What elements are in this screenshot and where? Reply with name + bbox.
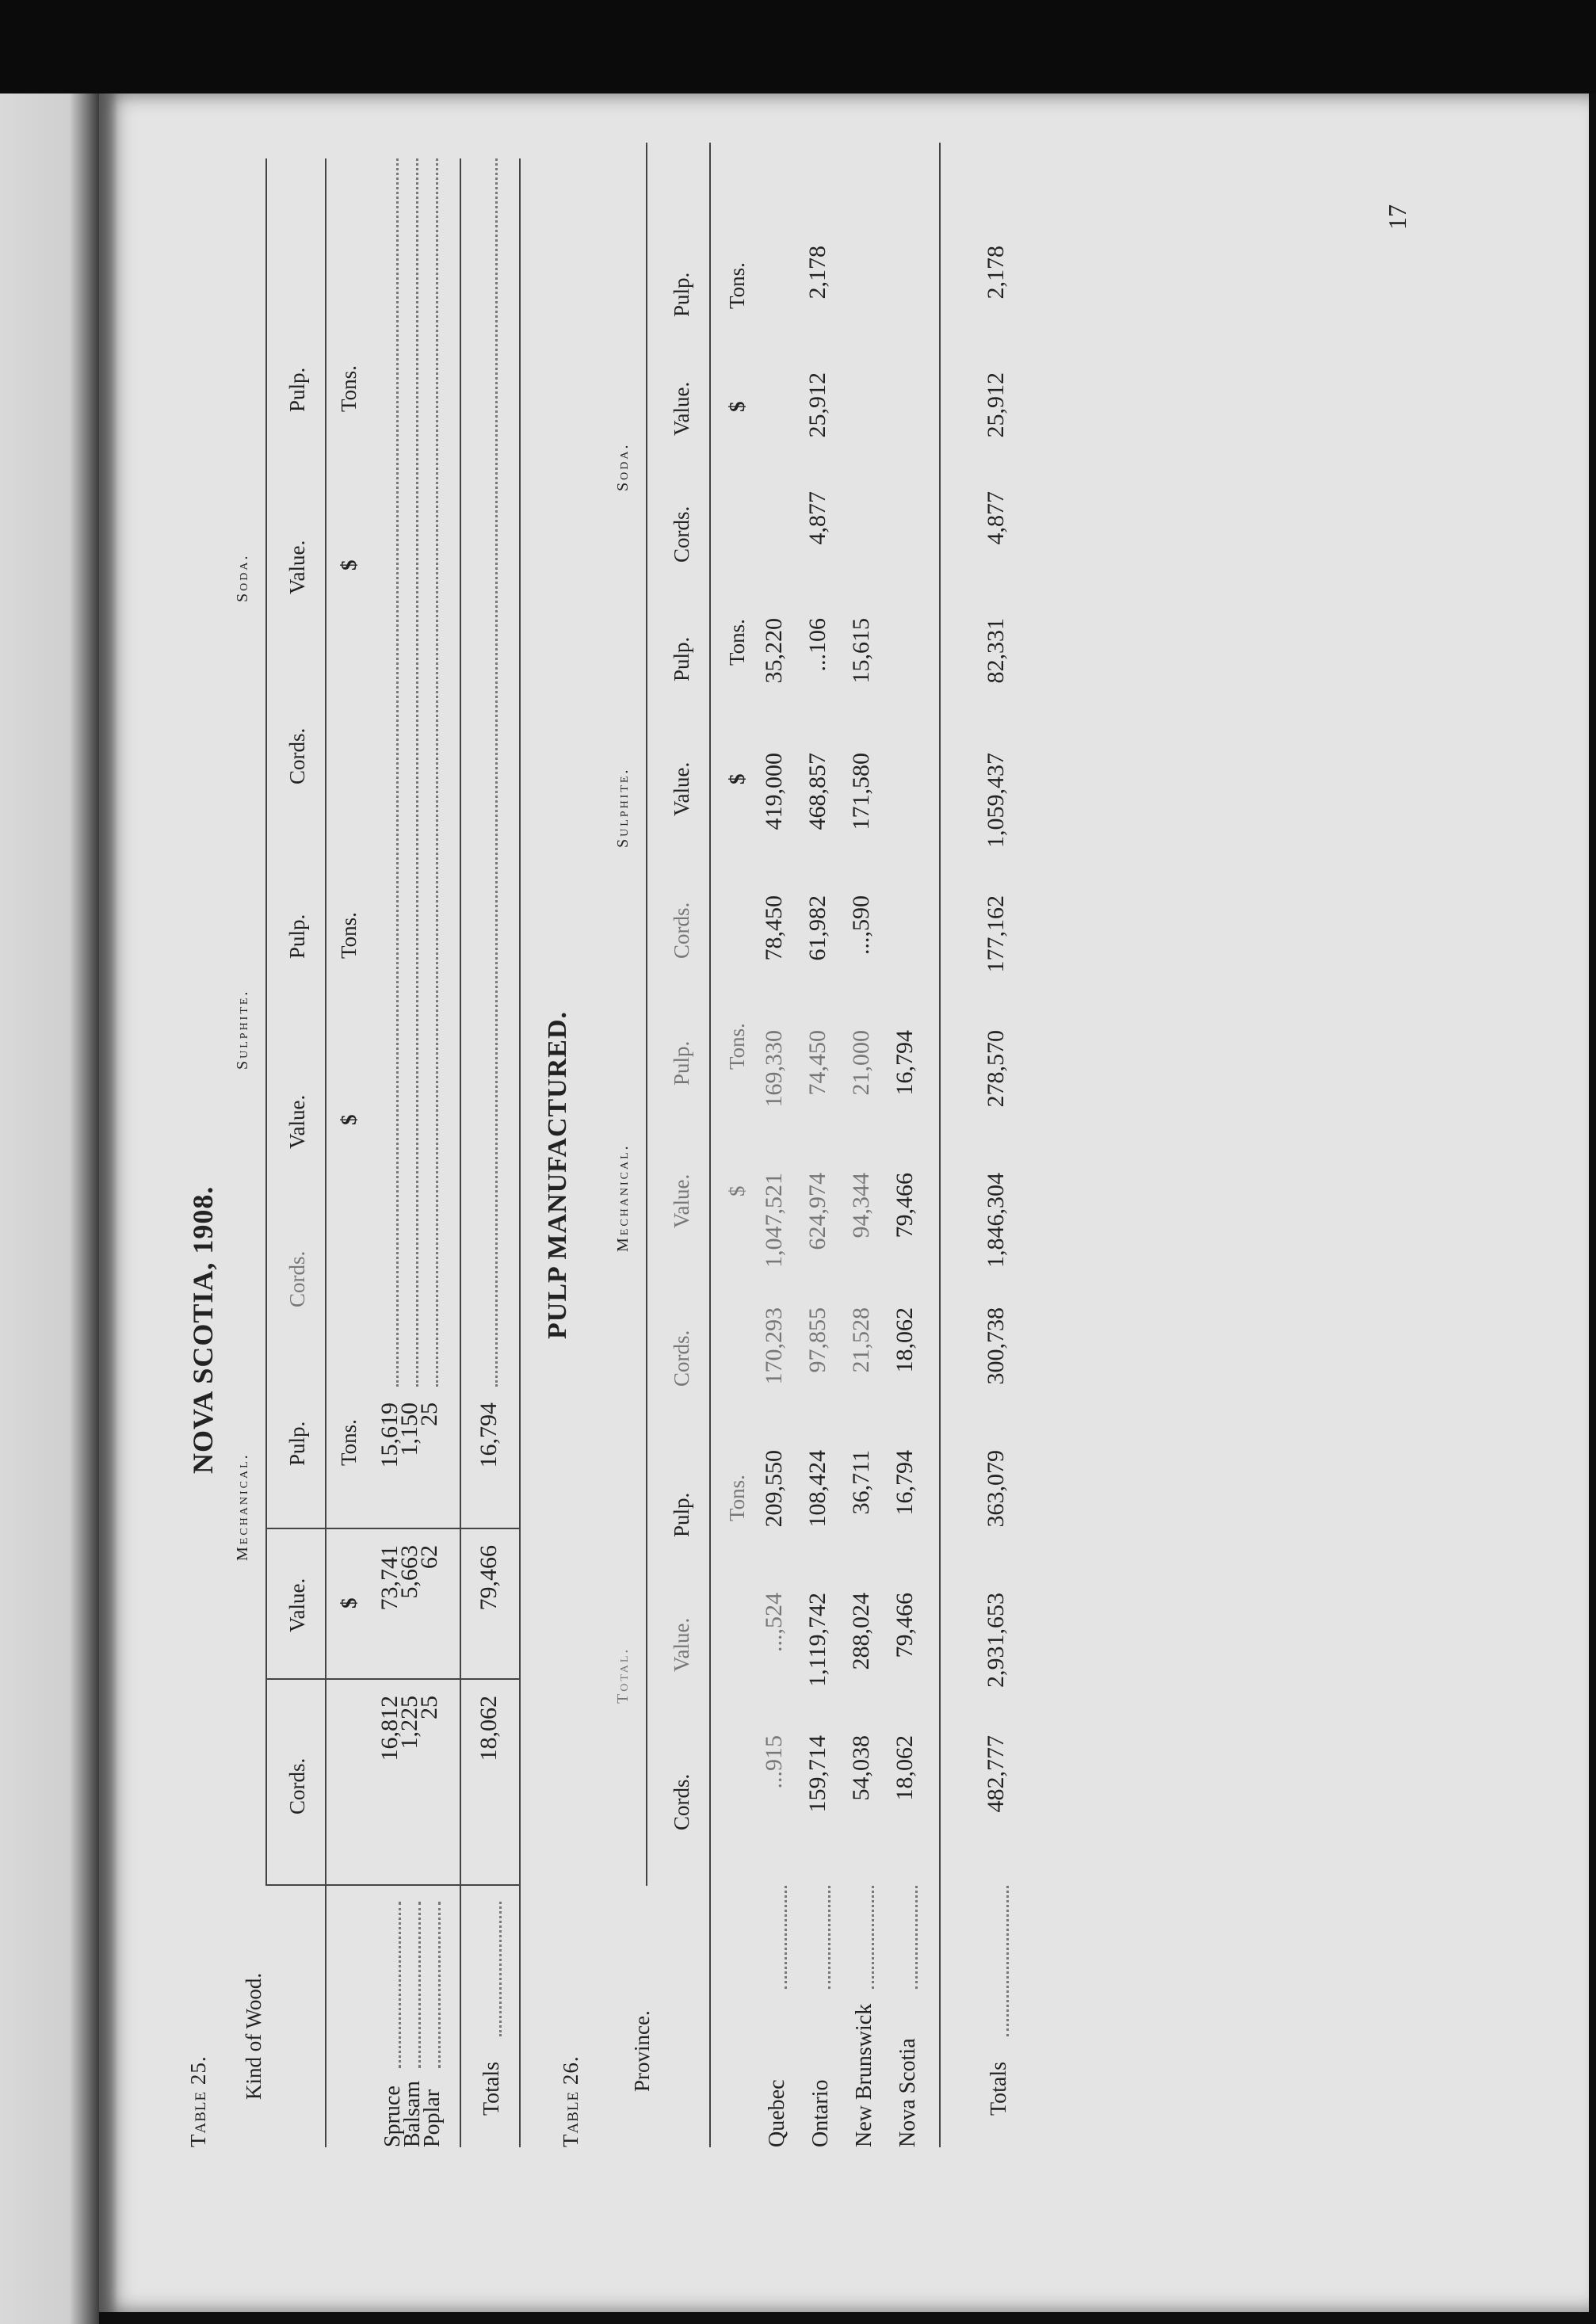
- leader-dots: [399, 1902, 401, 2068]
- t26-cell: 25,912: [804, 372, 830, 438]
- binding-shadow: [99, 93, 118, 2312]
- t26-cell: 74,450: [804, 1030, 830, 1096]
- t25-vrule: [265, 1884, 519, 1886]
- t26-unit: Tons.: [725, 619, 749, 666]
- t25-cell: 16,812: [376, 1696, 403, 1761]
- t26-h: Value.: [670, 761, 693, 816]
- t25-cell: 25: [416, 1402, 442, 1426]
- t26-h: Pulp.: [670, 1492, 693, 1537]
- t26-h: Cords.: [670, 902, 693, 959]
- t26-cell: 468,857: [804, 753, 830, 830]
- t26-cell: 78,450: [761, 895, 787, 961]
- leader-dots: [438, 1902, 441, 2068]
- table26-header-rule: [646, 143, 647, 1886]
- t26-total-cell: 482,777: [983, 1735, 1009, 1813]
- table26-totals-rule: [939, 143, 941, 2147]
- t26-unit: $: [725, 401, 749, 412]
- t26-total-cell: 300,738: [983, 1307, 1009, 1385]
- t26-cell: 171,580: [848, 753, 874, 830]
- t25-cell: 15,619: [376, 1402, 403, 1468]
- t26-cell: 18,062: [892, 1307, 918, 1373]
- t25-unit-6: Tons.: [337, 365, 361, 412]
- t26-cell: ...915: [761, 1735, 787, 1789]
- t26-h: Cords.: [670, 1330, 693, 1387]
- t26-cell: 169,330: [761, 1030, 787, 1108]
- t26-total-cell: 25,912: [983, 372, 1009, 438]
- t25-unit-5: $: [337, 559, 361, 571]
- t26-h: Pulp.: [670, 272, 693, 317]
- t25-unit-2: Tons.: [337, 1419, 361, 1466]
- leader-dots: [872, 1886, 874, 1989]
- t26-unit: $: [725, 773, 749, 784]
- t26-total-cell: 278,570: [983, 1030, 1009, 1108]
- t26-unit: Tons.: [725, 1023, 749, 1070]
- t26-unit: Tons.: [725, 1475, 749, 1521]
- t26-cell: 18,062: [892, 1735, 918, 1801]
- t26-group-sulphite: Sulphite.: [614, 767, 632, 848]
- table26-subheader-rule: [709, 143, 711, 2147]
- table25-group-soda: Soda.: [234, 553, 251, 602]
- t26-unit: $: [725, 1185, 749, 1196]
- t26-cell: 21,000: [848, 1030, 874, 1096]
- t26-row-label: Ontario: [808, 2079, 833, 2147]
- t26-cell: 624,974: [804, 1173, 830, 1250]
- t26-row-label: New Brunswick: [852, 2003, 876, 2147]
- table25-bottom-rule: [519, 158, 521, 2147]
- t25-cell: 25: [416, 1696, 442, 1719]
- t26-group-mechanical: Mechanical.: [614, 1143, 632, 1252]
- t26-h: Value.: [670, 1173, 693, 1228]
- t26-cell: 61,982: [804, 895, 830, 961]
- t26-cell: 170,293: [761, 1307, 787, 1385]
- t25-row-label: Balsam: [400, 2081, 425, 2147]
- t26-cell: 2,178: [804, 246, 830, 300]
- table25-group-mechanical: Mechanical.: [234, 1452, 251, 1561]
- table25-group-sulphite: Sulphite.: [234, 989, 251, 1070]
- table25-label: Table 25.: [186, 2055, 210, 2147]
- t26-h: Cords.: [670, 1773, 693, 1830]
- t26-total-cell: 2,931,653: [983, 1593, 1009, 1688]
- t26-h: Pulp.: [670, 636, 693, 681]
- leader-dots: [1006, 1886, 1009, 2036]
- t26-group-soda: Soda.: [614, 442, 632, 491]
- t25-h-value1: Value.: [285, 1578, 309, 1632]
- table25-totals-rule: [460, 158, 461, 2147]
- t26-cell: 21,528: [848, 1307, 874, 1373]
- t26-cell: 16,794: [892, 1450, 918, 1516]
- leader-dots: [396, 158, 399, 1387]
- t26-total-cell: 1,846,304: [983, 1173, 1009, 1268]
- t25-row-label: Spruce: [380, 2085, 405, 2147]
- t26-cell: 419,000: [761, 753, 787, 830]
- table25-header-rule: [265, 158, 267, 1886]
- t26-cell: ...,590: [848, 895, 874, 955]
- t26-cell: 209,550: [761, 1450, 787, 1528]
- t26-cell: 94,344: [848, 1173, 874, 1238]
- t25-h-pulp3: Pulp.: [285, 367, 309, 412]
- t25-h-cords1: Cords.: [285, 1757, 309, 1815]
- t26-total-cell: 82,331: [983, 618, 1009, 684]
- t26-h: Value.: [670, 381, 693, 436]
- t26-cell: ...,524: [761, 1593, 787, 1652]
- t26-totals-label: Totals: [987, 2061, 1011, 2116]
- t25-total-cords: 18,062: [475, 1696, 502, 1761]
- t25-cell: 1,150: [396, 1402, 422, 1456]
- t26-cell: 1,047,521: [761, 1173, 787, 1268]
- t26-unit: Tons.: [725, 262, 749, 309]
- t25-unit-4: Tons.: [337, 912, 361, 959]
- t26-cell: 4,877: [804, 491, 830, 545]
- t26-row-label: Nova Scotia: [895, 2038, 920, 2147]
- t25-h-pulp1: Pulp.: [285, 1421, 309, 1466]
- t25-h-cords2: Cords.: [285, 1250, 309, 1307]
- t25-total-pulp: 16,794: [475, 1402, 502, 1468]
- t26-h: Pulp.: [670, 1040, 693, 1086]
- t26-total-cell: 177,162: [983, 895, 1009, 973]
- t26-total-cell: 1,059,437: [983, 753, 1009, 848]
- t26-cell: 15,615: [848, 618, 874, 684]
- t26-cell: 35,220: [761, 618, 787, 684]
- facing-page-edge: [0, 93, 99, 2324]
- t26-cell: 159,714: [804, 1735, 830, 1813]
- leader-dots: [499, 1902, 502, 2036]
- t26-cell: 97,855: [804, 1307, 830, 1373]
- t26-total-cell: 4,877: [983, 491, 1009, 545]
- t26-cell: 79,466: [892, 1173, 918, 1238]
- leader-dots: [495, 158, 498, 1387]
- t25-unit-3: $: [337, 1114, 361, 1125]
- t26-total-cell: 363,079: [983, 1450, 1009, 1528]
- leader-dots: [915, 1886, 918, 1989]
- t26-total-cell: 2,178: [983, 246, 1009, 300]
- t26-cell: 16,794: [892, 1030, 918, 1096]
- t26-cell: 108,424: [804, 1450, 830, 1528]
- t26-cell: 1,119,742: [804, 1593, 830, 1687]
- leader-dots: [828, 1886, 830, 1989]
- t25-total-value: 79,466: [475, 1545, 502, 1611]
- t26-cell: ...106: [804, 618, 830, 672]
- t25-h-value3: Value.: [285, 540, 309, 594]
- t25-unit-1: $: [337, 1597, 361, 1608]
- page-title: NOVA SCOTIA, 1908.: [187, 1185, 219, 1474]
- t25-cell: 5,663: [396, 1545, 422, 1599]
- scan-top-border: [0, 0, 1596, 93]
- table25-stub-header: Kind of Wood.: [242, 1972, 265, 2100]
- t25-h-value2: Value.: [285, 1094, 309, 1149]
- t25-cell: 1,225: [396, 1696, 422, 1750]
- leader-dots: [436, 158, 438, 1387]
- table26-heading: PULP MANUFACTURED.: [543, 1010, 572, 1339]
- table26-label: Table 26.: [559, 2055, 582, 2147]
- t26-cell: 79,466: [892, 1593, 918, 1658]
- t25-row-label: Poplar: [420, 2089, 445, 2147]
- t25-cell: 62: [416, 1545, 442, 1569]
- rotated-content: [186, 87, 1486, 2147]
- t26-group-total: Total.: [614, 1647, 632, 1704]
- table25-subheader-rule: [325, 158, 326, 2147]
- leader-dots: [418, 1902, 421, 2068]
- t26-cell: 54,038: [848, 1735, 874, 1801]
- leader-dots: [785, 1886, 787, 1989]
- t25-cell: 73,741: [376, 1545, 403, 1611]
- t26-row-label: Quebec: [765, 2079, 789, 2147]
- t25-h-cords3: Cords.: [285, 727, 309, 784]
- leader-dots: [416, 158, 418, 1387]
- table26-stub-header: Province.: [630, 2010, 654, 2092]
- t26-cell: 36,711: [848, 1450, 874, 1515]
- t26-cell: 288,024: [848, 1593, 874, 1670]
- t26-h: Value.: [670, 1617, 693, 1672]
- t25-h-pulp2: Pulp.: [285, 914, 309, 959]
- page-number: 17: [1383, 204, 1411, 230]
- t26-h: Cords.: [670, 506, 693, 563]
- t25-totals-label: Totals: [479, 2061, 504, 2116]
